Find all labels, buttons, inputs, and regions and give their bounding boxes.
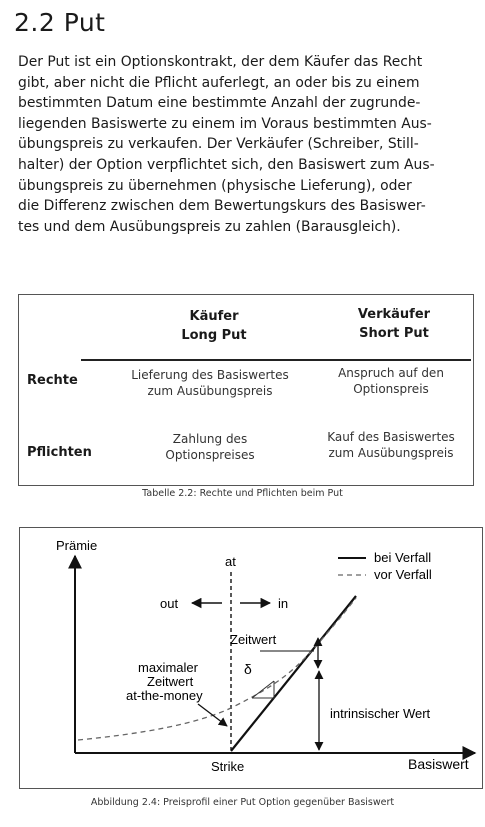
delta-symbol: δ <box>244 661 252 677</box>
cell-line: Kauf des Basiswertes <box>327 430 455 444</box>
cell-line: Optionspreis <box>353 382 429 396</box>
strike-label: Strike <box>211 759 245 774</box>
header-buyer <box>139 307 289 345</box>
intro-line: Der Put ist ein Optionskontrakt, der dem Käufer das Recht <box>18 54 423 70</box>
max-time-value-label <box>126 660 203 703</box>
figure-frame <box>19 527 483 789</box>
cell-line: Lieferung des Basiswertes <box>131 368 289 382</box>
cell-line: Optionspreises <box>165 448 255 462</box>
section-heading: 2.2 Put <box>14 8 106 37</box>
intro-line: tes und dem Ausübungspreis zu zahlen (Barausgleich). <box>18 218 401 235</box>
intro-line: übungspreis zu übernehmen (physische Lieferung), oder <box>18 177 412 194</box>
legend-expiry-label: bei Verfall <box>374 550 432 565</box>
header-seller <box>319 305 469 343</box>
header-buyer-line2: Long Put <box>181 328 247 343</box>
cell-obligations-seller <box>311 429 471 461</box>
cell-rights-seller <box>311 365 471 397</box>
cell-line: zum Ausübungspreis <box>147 384 273 398</box>
cell-line: Anspruch auf den <box>338 366 444 380</box>
out-label: out <box>160 596 179 611</box>
at-label: at <box>225 554 236 569</box>
intro-line: halter) der Option verpflichtet sich, den Basiswert zum Aus- <box>18 156 435 173</box>
max-tv-line: Zeitwert <box>147 674 194 689</box>
header-seller-line1: Verkäufer <box>357 307 431 322</box>
put-price-profile-figure <box>20 528 482 788</box>
legend-before-label: vor Verfall <box>374 567 432 582</box>
max-tv-line: at-the-money <box>126 688 203 703</box>
intro-line: übungspreis zu verkaufen. Der Verkäufer (Schreiber, Still- <box>18 136 419 153</box>
max-time-value-arrow <box>198 704 227 726</box>
figure-caption: Abbildung 2.4: Preisprofil einer Put Option gegenüber Basiswert <box>90 797 395 808</box>
table-divider <box>81 359 471 361</box>
intro-line: liegenden Basiswerte zu einem im Voraus bestimmten Aus- <box>18 115 432 132</box>
delta-hypotenuse <box>252 681 274 698</box>
max-tv-line: maximaler <box>138 660 198 675</box>
intrinsic-value-label: intrinsischer Wert <box>330 706 431 721</box>
cell-obligations-buyer <box>115 431 305 463</box>
intro-paragraph <box>18 52 476 237</box>
header-buyer-line1: Käufer <box>189 309 239 324</box>
x-axis-label: Basiswert <box>408 756 469 772</box>
in-label: in <box>278 596 289 611</box>
header-seller-line2: Short Put <box>359 326 429 341</box>
time-value-label: Zeitwert <box>230 632 277 647</box>
y-axis-label: Prämie <box>56 538 98 553</box>
row-label-obligations: Pflichten <box>27 445 92 460</box>
cell-rights-buyer <box>115 367 305 399</box>
rights-obligations-table <box>18 294 474 486</box>
cell-line: zum Ausübungspreis <box>328 446 454 460</box>
intro-line: bestimmten Datum eine bestimmte Anzahl der zugrunde- <box>18 95 421 112</box>
row-label-rights: Rechte <box>27 373 78 388</box>
table-caption: Tabelle 2.2: Rechte und Pflichten beim Put <box>142 488 343 499</box>
intro-line: die Differenz zwischen dem Bewertungskurs des Basiswer- <box>18 198 426 215</box>
intro-line: gibt, aber nicht die Pflicht auferlegt, an oder bis zu einem <box>18 74 420 91</box>
cell-line: Zahlung des <box>172 432 248 446</box>
